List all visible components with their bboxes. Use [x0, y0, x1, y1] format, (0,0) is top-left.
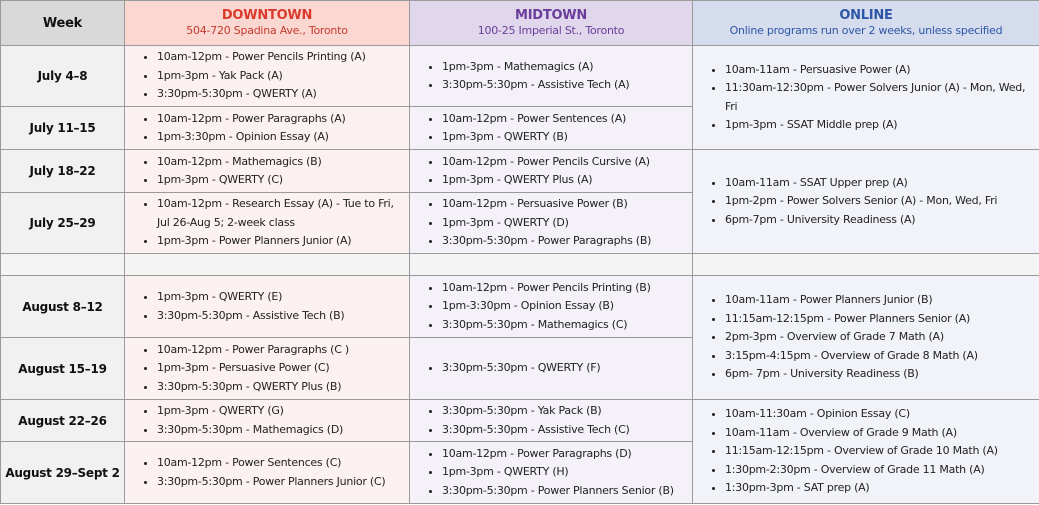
- list-item: • 10am-12pm - Power Pencils Cursive (A): [442, 153, 688, 172]
- list-item: • 1pm-3pm - QWERTY (B): [442, 128, 688, 147]
- online-cell: [693, 276, 1039, 400]
- list-item: • 3:30pm-5:30pm - QWERTY (A): [157, 85, 405, 104]
- class-list: [693, 405, 1039, 498]
- list-item: • 10am-12pm - Power Pencils Printing (B): [442, 279, 688, 298]
- empty-cell: [693, 254, 1039, 276]
- list-item: • 11:30am-12:30pm - Power Solvers Junior (A) - Mon, Wed, Fri: [725, 79, 1035, 116]
- list-item: • 3:30pm-5:30pm - Yak Pack (B): [442, 402, 688, 421]
- header-week: Week: [1, 1, 125, 46]
- list-item: • 10am-12pm - Mathemagics (B): [157, 153, 405, 172]
- downtown-cell: [125, 150, 410, 193]
- midtown-cell: [410, 46, 693, 107]
- list-item: • 1pm-3:30pm - Opinion Essay (A): [157, 128, 405, 147]
- downtown-cell: [125, 276, 410, 338]
- list-item: • 6pm-7pm - University Readiness (A): [725, 211, 1035, 230]
- spacer-row: [1, 254, 1039, 276]
- online-cell: [693, 400, 1039, 504]
- online-title: ONLINE: [839, 8, 893, 23]
- list-item: • 10am-12pm - Research Essay (A) - Tue to Fri, Jul 26-Aug 5; 2-week class: [157, 195, 405, 232]
- class-list: [410, 58, 692, 95]
- class-list: [125, 341, 409, 397]
- empty-cell: [1, 254, 125, 276]
- list-item: • 3:30pm-5:30pm - Assistive Tech (B): [157, 307, 405, 326]
- downtown-cell: [125, 46, 410, 107]
- class-list: [125, 195, 409, 251]
- midtown-cell: [410, 442, 693, 504]
- class-list: [410, 359, 692, 378]
- list-item: • 1pm-3pm - QWERTY (G): [157, 402, 405, 421]
- list-item: • 1pm-3pm - SSAT Middle prep (A): [725, 116, 1035, 135]
- list-item: • 3:15pm-4:15pm - Overview of Grade 8 Math (A): [725, 347, 1035, 366]
- list-item: • 1pm-3pm - Yak Pack (A): [157, 67, 405, 86]
- header-online: [693, 1, 1039, 46]
- list-item: • 10am-11am - SSAT Upper prep (A): [725, 174, 1035, 193]
- list-item: • 10am-12pm - Persuasive Power (B): [442, 195, 688, 214]
- class-list: [693, 61, 1039, 135]
- online-cell: [693, 46, 1039, 150]
- week-label: August 22–26: [1, 400, 125, 442]
- downtown-title: DOWNTOWN: [221, 8, 313, 23]
- class-list: [410, 445, 692, 501]
- class-list: [125, 153, 409, 190]
- midtown-cell: [410, 400, 693, 442]
- class-list: [410, 153, 692, 190]
- class-list: [125, 288, 409, 325]
- online-cell: [693, 150, 1039, 254]
- list-item: • 10am-12pm - Power Paragraphs (A): [157, 110, 405, 129]
- list-item: • 1pm-3pm - QWERTY (C): [157, 171, 405, 190]
- online-note: Online programs run over 2 weeks, unless specified: [729, 24, 1003, 37]
- list-item: • 10am-11:30am - Opinion Essay (C): [725, 405, 1035, 424]
- downtown-cell: [125, 442, 410, 504]
- downtown-cell: [125, 193, 410, 254]
- class-list: [410, 195, 692, 251]
- list-item: • 10am-12pm - Power Paragraphs (D): [442, 445, 688, 464]
- midtown-title: MIDTOWN: [515, 8, 587, 23]
- list-item: • 1pm-3:30pm - Opinion Essay (B): [442, 297, 688, 316]
- table-row: [1, 150, 1039, 193]
- class-list: [410, 110, 692, 147]
- midtown-cell: [410, 338, 693, 400]
- list-item: • 10am-12pm - Power Pencils Printing (A): [157, 48, 405, 67]
- table-row: [1, 400, 1039, 442]
- week-label: August 15–19: [1, 338, 125, 400]
- header-downtown: [125, 1, 410, 46]
- list-item: • 11:15am-12:15pm - Overview of Grade 10 Math (A): [725, 442, 1035, 461]
- class-list: [125, 454, 409, 491]
- list-item: • 10am-12pm - Power Sentences (C): [157, 454, 405, 473]
- list-item: • 10am-12pm - Power Paragraphs (C ): [157, 341, 405, 360]
- list-item: • 10am-12pm - Power Sentences (A): [442, 110, 688, 129]
- empty-cell: [410, 254, 693, 276]
- list-item: • 11:15am-12:15pm - Power Planners Senior (A): [725, 310, 1035, 329]
- downtown-address: 504-720 Spadina Ave., Toronto: [186, 24, 348, 37]
- week-label: July 25–29: [1, 193, 125, 254]
- empty-cell: [125, 254, 410, 276]
- list-item: • 3:30pm-5:30pm - Power Planners Senior (B): [442, 482, 688, 501]
- list-item: • 1pm-3pm - QWERTY (E): [157, 288, 405, 307]
- class-list: [410, 402, 692, 439]
- downtown-cell: [125, 107, 410, 150]
- list-item: • 3:30pm-5:30pm - Power Planners Junior (C): [157, 473, 405, 492]
- list-item: • 2pm-3pm - Overview of Grade 7 Math (A): [725, 328, 1035, 347]
- list-item: • 10am-11am - Power Planners Junior (B): [725, 291, 1035, 310]
- list-item: • 1pm-3pm - Mathemagics (A): [442, 58, 688, 77]
- list-item: • 3:30pm-5:30pm - Assistive Tech (A): [442, 76, 688, 95]
- header-midtown: [410, 1, 693, 46]
- week-label: July 11–15: [1, 107, 125, 150]
- midtown-address: 100-25 Imperial St., Toronto: [477, 24, 625, 37]
- header-row: [1, 1, 1039, 46]
- midtown-cell: [410, 150, 693, 193]
- list-item: • 3:30pm-5:30pm - Mathemagics (C): [442, 316, 688, 335]
- table-row: [1, 276, 1039, 338]
- list-item: • 6pm- 7pm - University Readiness (B): [725, 365, 1035, 384]
- list-item: • 3:30pm-5:30pm - QWERTY Plus (B): [157, 378, 405, 397]
- week-label: July 18–22: [1, 150, 125, 193]
- list-item: • 1pm-2pm - Power Solvers Senior (A) - Mon, Wed, Fri: [725, 192, 1035, 211]
- list-item: • 3:30pm-5:30pm - Mathemagics (D): [157, 421, 405, 440]
- class-list: [125, 402, 409, 439]
- list-item: • 1pm-3pm - Persuasive Power (C): [157, 359, 405, 378]
- table-row: [1, 46, 1039, 107]
- class-list: [693, 291, 1039, 384]
- midtown-cell: [410, 107, 693, 150]
- list-item: • 10am-11am - Persuasive Power (A): [725, 61, 1035, 80]
- list-item: • 1pm-3pm - Power Planners Junior (A): [157, 232, 405, 251]
- list-item: • 1pm-3pm - QWERTY Plus (A): [442, 171, 688, 190]
- midtown-cell: [410, 276, 693, 338]
- list-item: • 1pm-3pm - QWERTY (H): [442, 463, 688, 482]
- downtown-cell: [125, 338, 410, 400]
- class-list: [125, 48, 409, 104]
- midtown-cell: [410, 193, 693, 254]
- class-list: [410, 279, 692, 335]
- list-item: • 3:30pm-5:30pm - Power Paragraphs (B): [442, 232, 688, 251]
- class-list: [125, 110, 409, 147]
- downtown-cell: [125, 400, 410, 442]
- list-item: • 10am-11am - Overview of Grade 9 Math (A): [725, 424, 1035, 443]
- week-label: August 8–12: [1, 276, 125, 338]
- list-item: • 1:30pm-2:30pm - Overview of Grade 11 Math (A): [725, 461, 1035, 480]
- list-item: • 3:30pm-5:30pm - QWERTY (F): [442, 359, 688, 378]
- list-item: • 3:30pm-5:30pm - Assistive Tech (C): [442, 421, 688, 440]
- week-label: August 29–Sept 2: [1, 442, 125, 504]
- class-list: [693, 174, 1039, 230]
- week-label: July 4–8: [1, 46, 125, 107]
- list-item: • 1pm-3pm - QWERTY (D): [442, 214, 688, 233]
- list-item: • 1:30pm-3pm - SAT prep (A): [725, 479, 1035, 498]
